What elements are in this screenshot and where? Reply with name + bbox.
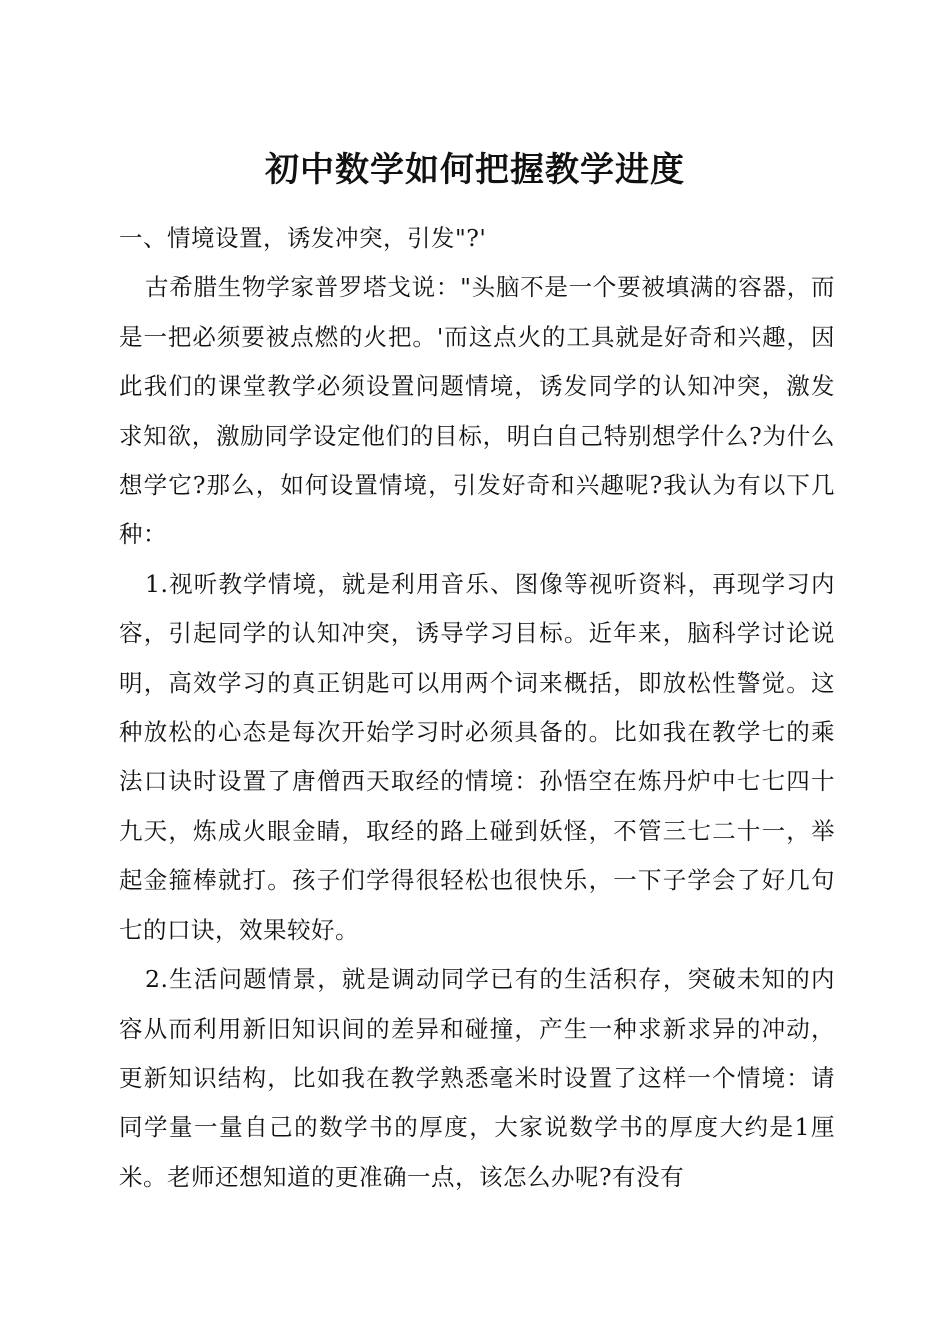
document-body — [119, 214, 835, 1202]
paragraph-audiovisual: 1.视听教学情境，就是利用音乐、图像等视听资料，再现学习内容，引起同学的认知冲突，诱导学习目标。近年来，脑科学讨论说明，高效学习的真正钥匙可以用两个词来概括，即放松性警觉。这种放松的心态是每次开始学习时必须具备的。比如我在教学七的乘法口诀时设置了唐僧西天取经的情境：孙悟空在炼丹炉中七七四十九天，炼成火眼金睛，取经的路上碰到妖怪，不管三七二十一，举起金箍棒就打。孩子们学得很轻松也很快乐，一下子学会了好几句七的口诀，效果较好。 — [119, 569, 835, 944]
paragraph-intro: 古希腊生物学家普罗塔戈说："头脑不是一个要被填满的容器，而是一把必须要被点燃的火把。'而这点火的工具就是好奇和兴趣，因此我们的课堂教学必须设置问题情境，诱发同学的认知冲突，激发求知欲，激励同学设定他们的目标，明白自己特别想学什么?为什么想学它?那么，如何设置情境，引发好奇和兴趣呢?我认为有以下几种： — [119, 273, 835, 549]
paragraph-life-problem: 2.生活问题情景，就是调动同学已有的生活积存，突破未知的内容从而利用新旧知识间的差异和碰撞，产生一种求新求异的冲动，更新知识结构，比如我在教学熟悉毫米时设置了这样一个情境：请同学量一量自己的数学书的厚度，大家说数学书的厚度大约是1厘米。老师还想知道的更准确一点，该怎么办呢?有没有 — [119, 965, 835, 1191]
document-title: 初中数学如何把握教学进度 — [265, 150, 685, 190]
section-heading: 一、情境设置，诱发冲突，引发"?' — [119, 224, 487, 252]
